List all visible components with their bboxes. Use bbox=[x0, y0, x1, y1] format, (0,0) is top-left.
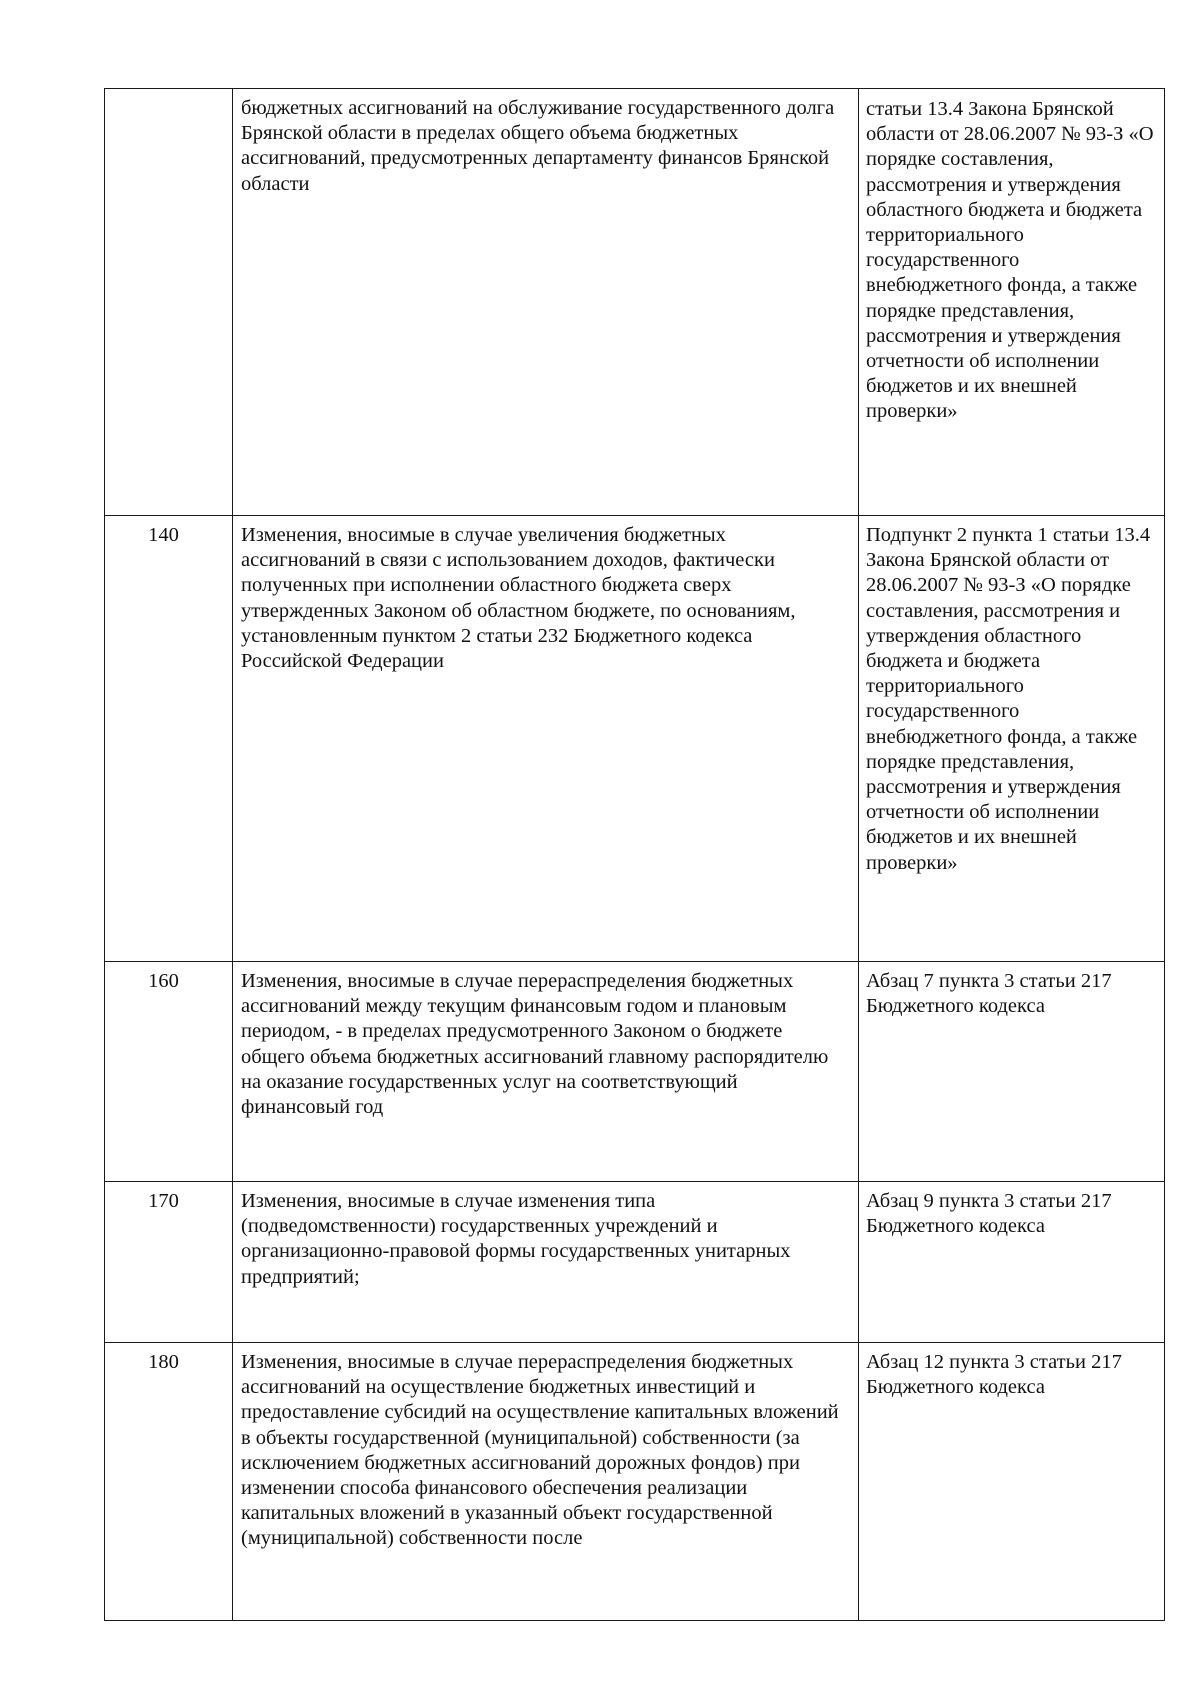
row-code: 180 bbox=[148, 1351, 179, 1373]
row-code-cell bbox=[105, 89, 233, 516]
row-description: Изменения, вносимые в случае перераспределения бюджетных ассигнований между текущим финансовым годом и плановым периодом, - в пределах предусмотренного Законом о бюджете общего объема бюджетных ассигнований главному распорядителю на оказание государственных услуг на соответствующий финансовый год bbox=[241, 970, 829, 1119]
row-basis-cell bbox=[859, 962, 1165, 1182]
row-description: Изменения, вносимые в случае увеличения бюджетных ассигнований в связи с использованием доходов, фактически полученных при исполнении областного бюджета сверх утвержденных Законом об областном бюджете, по основаниям, установленным пунктом 2 статьи 232 Бюджетного кодекса Российской Федерации bbox=[241, 524, 796, 673]
row-code: 170 bbox=[148, 1190, 179, 1212]
row-description: Изменения, вносимые в случае изменения типа (подведомственности) государственных учреждений и организационно-правовой формы государственных унитарных предприятий; bbox=[241, 1190, 791, 1288]
row-description-cell bbox=[233, 89, 859, 516]
table-row bbox=[105, 516, 1165, 962]
row-description: Изменения, вносимые в случае перераспределения бюджетных ассигнований на осуществление бюджетных инвестиций и предоставление субсидий на осуществление капитальных вложений в объекты государственной (муниципальной) собственности (за исключением бюджетных ассигнований дорожных фондов) при изменении способа финансового обеспечения реализации капитальных вложений в указанный объект государственной (муниципальной) собственности после bbox=[241, 1351, 839, 1550]
row-basis-cell bbox=[859, 89, 1165, 516]
row-basis: Подпункт 2 пункта 1 статьи 13.4 Закона Брянской области от 28.06.2007 № 93-З «О порядке составления, рассмотрения и утверждения областного бюджета и бюджета территориального государственного внебюджетного фонда, а также порядке представления, рассмотрения и утверждения отчетности об исполнении бюджетов и их внешней проверки» bbox=[866, 524, 1151, 874]
row-description-cell bbox=[233, 1182, 859, 1343]
row-code-cell bbox=[105, 1182, 233, 1343]
row-basis-cell bbox=[859, 1343, 1165, 1621]
row-basis-cell bbox=[859, 1182, 1165, 1343]
row-basis: статьи 13.4 Закона Брянской области от 28.06.2007 № 93-З «О порядке составления, рассмотрения и утверждения областного бюджета и бюджета территориального государственного внебюджетного фонда, а также порядке представления, рассмотрения и утверждения отчетности об исполнении бюджетов и их внешней проверки» bbox=[866, 98, 1154, 423]
row-code-cell bbox=[105, 516, 233, 962]
budget-changes-table bbox=[104, 88, 1165, 1621]
row-code: 140 bbox=[148, 524, 179, 546]
row-description-cell bbox=[233, 962, 859, 1182]
row-basis: Абзац 12 пункта 3 статьи 217 Бюджетного кодекса bbox=[866, 1351, 1122, 1399]
table-row bbox=[105, 1182, 1165, 1343]
row-code-cell bbox=[105, 1343, 233, 1621]
row-basis-cell bbox=[859, 516, 1165, 962]
table-row bbox=[105, 962, 1165, 1182]
row-basis: Абзац 7 пункта 3 статьи 217 Бюджетного кодекса bbox=[866, 970, 1112, 1018]
row-description: бюджетных ассигнований на обслуживание государственного долга Брянской области в пределах общего объема бюджетных ассигнований, предусмотренных департаменту финансов Брянской области bbox=[241, 97, 835, 195]
row-description-cell bbox=[233, 516, 859, 962]
row-code bbox=[105, 89, 232, 96]
row-code: 160 bbox=[148, 970, 179, 992]
row-description-cell bbox=[233, 1343, 859, 1621]
table-row bbox=[105, 89, 1165, 516]
row-basis: Абзац 9 пункта 3 статьи 217 Бюджетного кодекса bbox=[866, 1190, 1112, 1238]
table-row bbox=[105, 1343, 1165, 1621]
row-code-cell bbox=[105, 962, 233, 1182]
